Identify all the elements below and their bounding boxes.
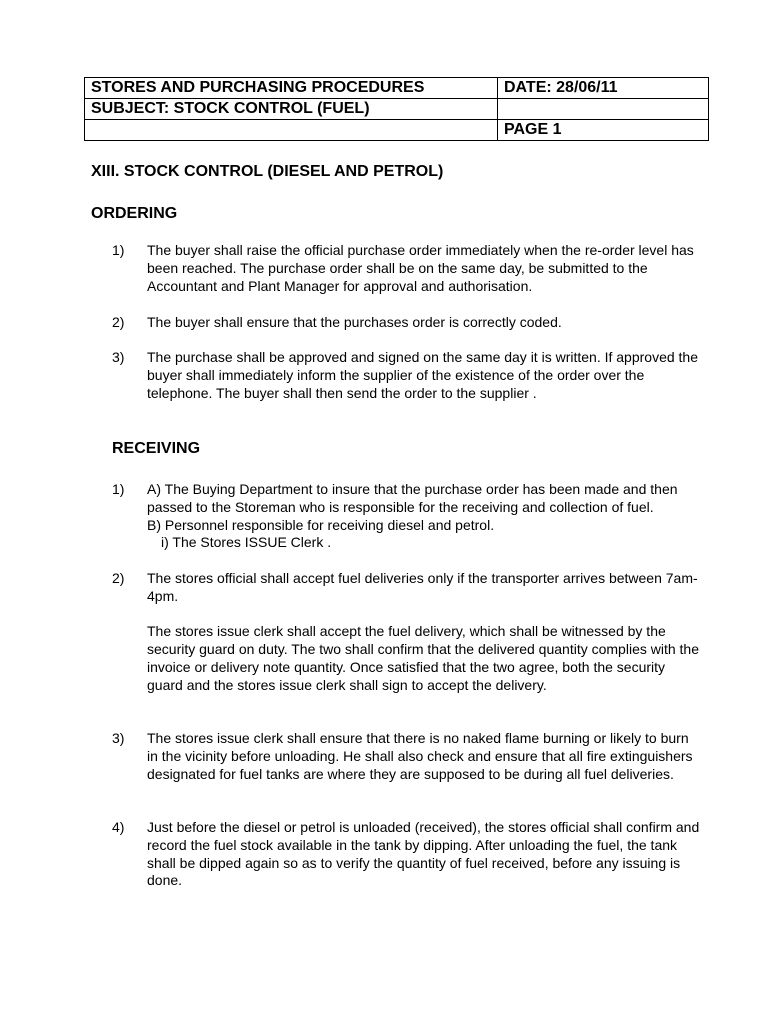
item-number: 1) (112, 481, 125, 497)
item-number: 2) (112, 570, 125, 586)
item-number: 3) (112, 730, 125, 746)
empty-cell (85, 120, 498, 141)
item-text: Just before the diesel or petrol is unloaded (received), the stores official shall confirm and record the fuel stock available in the tank by dipping. After unloading the fuel, the tank shall be dipped again so as to verify the quantity of fuel received, before any issuing is done. (147, 819, 700, 889)
item-text-a: A) The Buying Department to insure that the purchase order has been made and then passed to the Storeman who is responsible for the receiving and collection of fuel. (147, 481, 678, 515)
document-title: STORES AND PURCHASING PROCEDURES (85, 78, 498, 99)
document-date: DATE: 28/06/11 (498, 78, 709, 99)
receiving-heading: RECEIVING (112, 440, 201, 457)
item-number: 4) (112, 819, 125, 835)
item-text: The purchase shall be approved and signed on the same day it is written. If approved the buyer shall immediately inform the supplier of the existence of the order over the telephone. The buyer shall then send the order to the supplier . (147, 349, 699, 401)
item-text-b: B) Personnel responsible for receiving diesel and petrol. (147, 516, 495, 533)
header-table (84, 77, 709, 141)
empty-cell (498, 99, 709, 120)
item-text: The stores issue clerk shall ensure that there is no naked flame burning or likely to burn in the vicinity before unloading. He shall also check and ensure that all fire extinguishers designated for fuel tanks are where they are supposed to be during all fuel deliveries. (147, 730, 693, 782)
item-number: 1) (112, 242, 125, 258)
page-number: PAGE 1 (498, 120, 709, 141)
item-text: The buyer shall raise the official purchase order immediately when the re-order level has been reached. The purchase order shall be on the same day, be submitted to the Accountant and Plant Manager for approval and authorisation. (147, 242, 694, 294)
document-subject: SUBJECT: STOCK CONTROL (FUEL) (85, 99, 498, 120)
item-text: The stores official shall accept fuel deliveries only if the transporter arrives between 7am-4pm. (147, 570, 698, 604)
section-title: XIII. STOCK CONTROL (DIESEL AND PETROL) (91, 163, 444, 180)
item-text-b-i: i) The Stores ISSUE Clerk . (161, 534, 332, 551)
ordering-heading: ORDERING (91, 205, 178, 222)
item-text: The stores issue clerk shall accept the fuel delivery, which shall be witnessed by the security guard on duty. The two shall confirm that the delivered quantity complies with the invoice or delivery note quantity. Once satisfied that the two agree, both the security guard and the stores issue clerk shall sign to accept the delivery. (147, 623, 699, 693)
item-text: The buyer shall ensure that the purchases order is correctly coded. (147, 314, 562, 330)
item-number: 2) (112, 314, 125, 330)
item-number: 3) (112, 349, 125, 365)
